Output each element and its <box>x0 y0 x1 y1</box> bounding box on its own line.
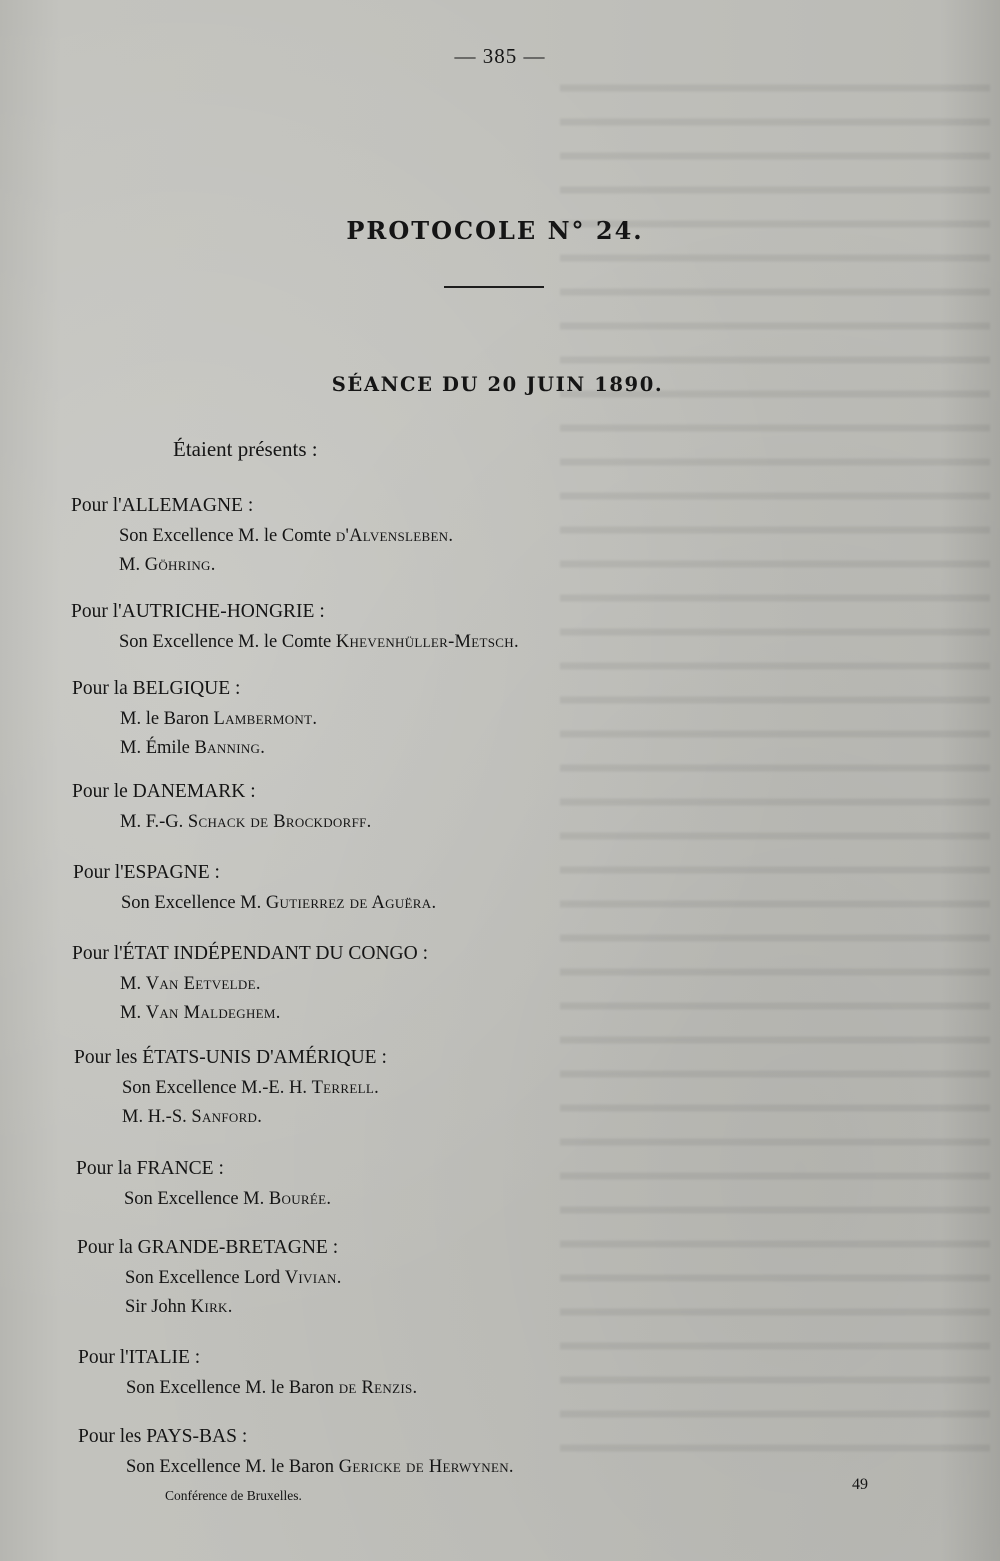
delegation-grande-bretagne <box>77 1232 342 1322</box>
delegation-etats-unis <box>74 1042 387 1132</box>
delegate-title: M. Émile <box>120 738 195 758</box>
delegate-name: Terrell. <box>311 1078 380 1098</box>
country-heading: Pour le DANEMARK : <box>72 781 256 802</box>
delegate-line <box>72 808 372 837</box>
delegate-name: Schack de Brockdorff. <box>187 812 372 832</box>
delegate-name: Lambermont. <box>213 709 318 729</box>
delegate-line <box>71 522 453 551</box>
country-heading: Pour l'AUTRICHE-HONGRIE : <box>71 601 325 622</box>
delegate-name: Gutierrez de Aguëra. <box>265 893 437 913</box>
delegation-belgique <box>72 673 317 763</box>
delegate-title: Son Excellence M. <box>124 1189 269 1209</box>
delegate-title: Sir John <box>125 1297 191 1317</box>
delegate-line <box>71 628 519 657</box>
country-heading: Pour la BELGIQUE : <box>72 678 241 699</box>
delegate-name: de Renzis. <box>338 1378 418 1398</box>
delegation-france <box>76 1153 331 1214</box>
protocol-title: PROTOCOLE N° 24. <box>346 216 644 245</box>
signature-number: 49 <box>852 1476 868 1493</box>
session-heading: SÉANCE DU 20 JUIN 1890. <box>331 373 664 396</box>
delegate-title: Son Excellence M. le Comte <box>119 632 336 652</box>
delegate-name: Banning. <box>194 738 266 758</box>
footer-source: Conférence de Bruxelles. <box>165 1488 302 1503</box>
delegate-line <box>72 734 317 763</box>
delegate-title: M. <box>119 555 145 575</box>
title-rule <box>444 286 544 288</box>
delegation-congo <box>72 938 428 1028</box>
delegate-name: Khevenhüller-Metsch. <box>335 632 519 652</box>
delegate-line <box>71 551 453 580</box>
country-heading: Pour l'ESPAGNE : <box>73 862 220 883</box>
country-heading: Pour l'ÉTAT INDÉPENDANT DU CONGO : <box>72 943 429 964</box>
delegate-line <box>77 1264 342 1293</box>
delegate-name: Van Maldeghem. <box>145 1003 281 1023</box>
delegate-title: M. le Baron <box>120 709 214 729</box>
delegate-name: d'Alvensleben. <box>335 526 454 546</box>
delegate-name: Van Eetvelde. <box>145 974 261 994</box>
delegate-title: Son Excellence M. <box>121 893 266 913</box>
bleed-through-texture <box>560 70 990 1470</box>
delegate-title: Son Excellence M. le Baron <box>126 1378 339 1398</box>
delegate-name: Sanford. <box>191 1107 263 1127</box>
delegate-title: Son Excellence Lord <box>125 1268 285 1288</box>
country-heading: Pour l'ITALIE : <box>78 1347 201 1368</box>
delegate-title: Son Excellence M. le Baron <box>126 1457 339 1477</box>
delegate-line <box>78 1453 514 1482</box>
present-label: Étaient présents : <box>173 437 318 461</box>
delegate-name: Bourée. <box>268 1189 332 1209</box>
delegate-line <box>74 1103 387 1132</box>
delegate-line <box>74 1074 387 1103</box>
delegate-title: M. F.-G. <box>120 812 188 832</box>
delegation-espagne <box>73 857 436 918</box>
delegate-line <box>72 705 317 734</box>
delegate-name: Göhring. <box>144 555 216 575</box>
delegation-autriche-hongrie <box>71 596 519 657</box>
delegation-italie <box>78 1342 417 1403</box>
delegate-line <box>77 1293 342 1322</box>
page-number: — 385 — <box>454 44 546 68</box>
delegation-pays-bas <box>78 1421 514 1482</box>
country-heading: Pour l'ALLEMAGNE : <box>71 495 254 516</box>
delegate-title: M. <box>120 1003 146 1023</box>
country-heading: Pour les PAYS-BAS : <box>78 1426 248 1447</box>
delegate-title: Son Excellence M.-E. H. <box>122 1078 312 1098</box>
country-heading: Pour la GRANDE-BRETAGNE : <box>77 1237 339 1258</box>
delegate-title: Son Excellence M. le Comte <box>119 526 336 546</box>
delegate-line <box>76 1185 331 1214</box>
delegate-line <box>78 1374 417 1403</box>
delegate-name: Vivian. <box>284 1268 342 1288</box>
delegate-name: Kirk. <box>190 1297 233 1317</box>
delegate-title: M. H.-S. <box>122 1107 192 1127</box>
delegation-allemagne <box>71 490 453 580</box>
country-heading: Pour la FRANCE : <box>76 1158 224 1179</box>
delegate-line <box>73 889 436 918</box>
delegate-title: M. <box>120 974 146 994</box>
delegate-name: Gericke de Herwynen. <box>338 1457 514 1477</box>
delegate-line <box>72 970 428 999</box>
country-heading: Pour les ÉTATS-UNIS D'AMÉRIQUE : <box>74 1047 387 1068</box>
delegation-danemark <box>72 776 372 837</box>
delegate-line <box>72 999 428 1028</box>
